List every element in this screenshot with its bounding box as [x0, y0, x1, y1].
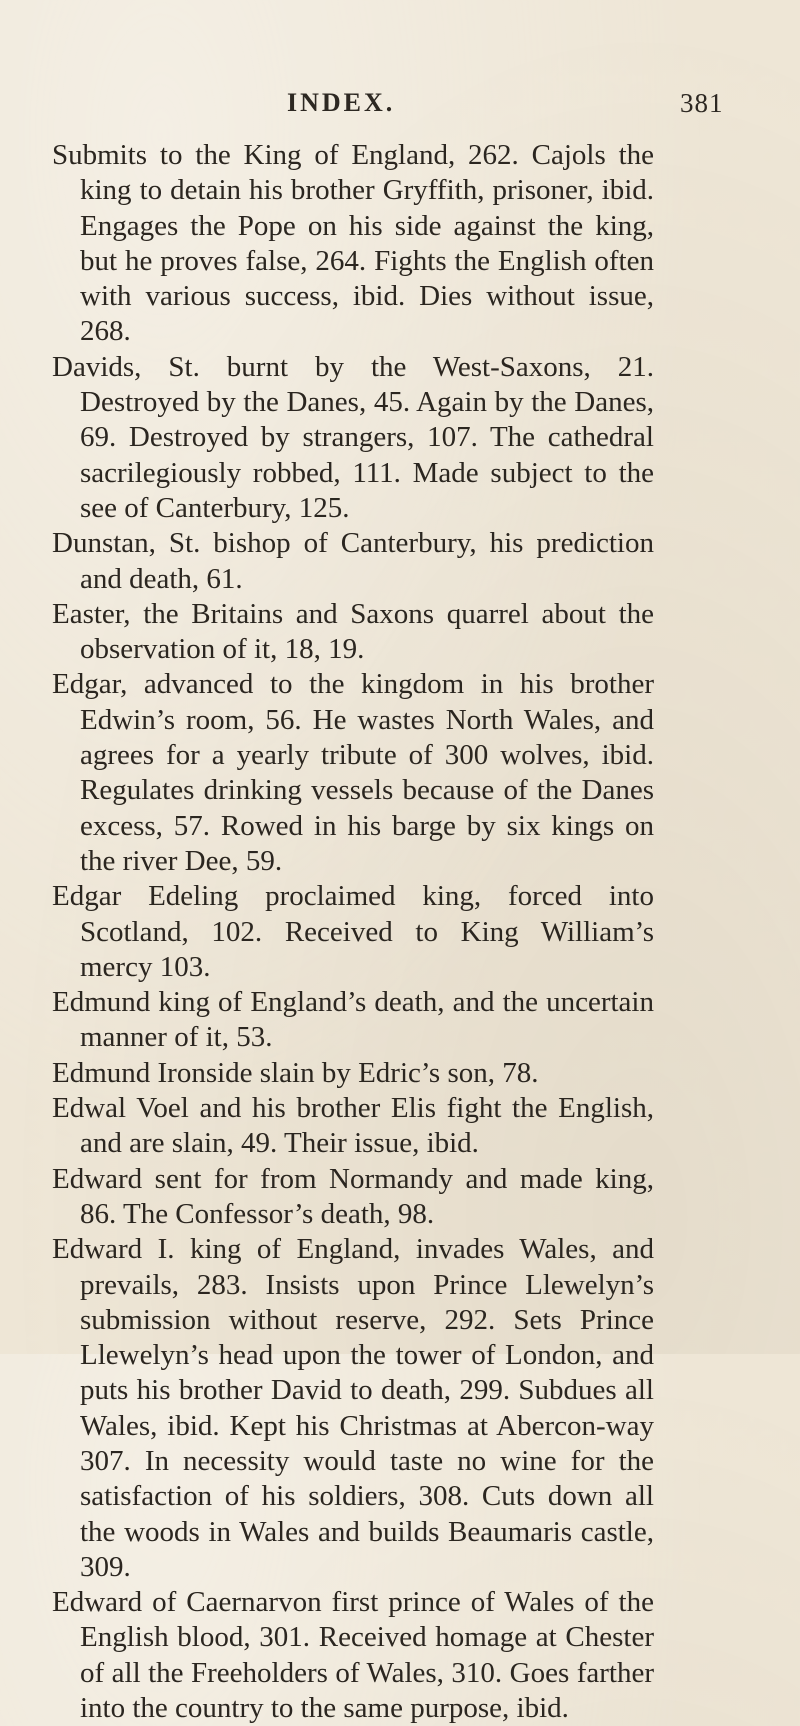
index-entry: Edmund king of England’s death, and the uncertain manner of it, 53.: [52, 986, 654, 1054]
index-entry: Davids, St. burnt by the West-Saxons, 21. Destroyed by the Danes, 45. Again by the Danes, 69. Destroyed by strangers, 107. The cathedral sacrilegiously robbed, 111. Made subject to the see of Canterbury, 125.: [52, 350, 654, 524]
index-entries: [52, 138, 654, 1726]
index-entry: Edmund Ironside slain by Edric’s son, 78.: [52, 1056, 539, 1089]
index-entry: Easter, the Britains and Saxons quarrel about the observation of it, 18, 19.: [52, 597, 654, 666]
index-entry: Submits to the King of England, 262. Cajols the king to detain his brother Gryffith, prisoner, ibid. Engages the Pope on his side against the king, but he proves false, 264. Fights the English often with various success, ibid. Dies without issue, 268.: [52, 139, 654, 348]
index-entry: Edward I. king of England, invades Wales, and prevails, 283. Insists upon Prince Llewelyn’s submission without reserve, 292. Sets Prince Llewelyn’s head upon the tower of London, and puts his brother David to death, 299. Subdues all Wales, ibid. Kept his Christmas at Abercon-way 307. In necessity would taste no wine for the satisfaction of his soldiers, 308. Cuts down all the woods in Wales and builds Beaumaris castle, 309.: [52, 1233, 654, 1583]
page-header: [0, 88, 800, 128]
page-number: 381: [680, 88, 724, 118]
index-entry: Edwal Voel and his brother Elis fight the English, and are slain, 49. Their issue, ibid.: [52, 1092, 654, 1160]
index-entry: Edgar Edeling proclaimed king, forced into Scotland, 102. Received to King William’s mercy 103.: [52, 880, 654, 983]
index-entry: Edward of Caernarvon first prince of Wales of the English blood, 301. Received homage at Chester of all the Freeholders of Wales, 310. Goes farther into the country to the same purpose, ibid.: [52, 1586, 654, 1725]
running-title: INDEX.: [287, 88, 396, 117]
index-entry: Dunstan, St. bishop of Canterbury, his prediction and death, 61.: [52, 527, 654, 595]
index-entry: Edgar, advanced to the kingdom in his brother Edwin’s room, 56. He wastes North Wales, and agrees for a yearly tribute of 300 wolves, ibid. Regulates drinking vessels because of the Danes excess, 57. Rowed in his barge by six kings on the river Dee, 59.: [52, 668, 654, 877]
index-entry: Edward sent for from Normandy and made king, 86. The Confessor’s death, 98.: [52, 1162, 654, 1230]
